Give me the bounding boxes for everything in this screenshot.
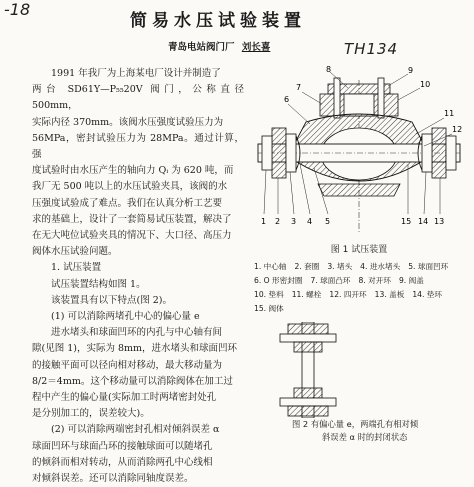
part-number-8: 8 xyxy=(326,65,332,74)
legend-item: 3. 堵头 xyxy=(327,262,353,271)
legend-item: 10. 垫料 xyxy=(254,290,284,299)
part-number-9: 9 xyxy=(408,66,414,75)
part-number-4: 4 xyxy=(307,217,313,226)
legend-item: 14. 垫环 xyxy=(412,290,443,299)
part-number-2: 2 xyxy=(275,217,281,226)
legend-item: 1. 中心轴 xyxy=(254,262,287,271)
legend-item: 7. 球面凸环 xyxy=(310,276,351,285)
part-number-5: 5 xyxy=(325,217,331,226)
body-line: 56MPa，密封试验压力为 28MPa。通过计算，强 xyxy=(32,132,244,161)
legend-row xyxy=(254,274,472,288)
legend-row xyxy=(254,302,472,316)
body-line: 的倾斜而相对转动，从而消除两孔中心线相 xyxy=(32,456,213,468)
body-line: 的接触平面可以径向相对移动，最大移动量为 xyxy=(32,359,223,371)
legend-row xyxy=(254,288,472,302)
part-number-14: 14 xyxy=(418,217,429,226)
author: 刘长喜 xyxy=(241,42,271,53)
body-line: 进水堵头和球面凹环的内孔与中心轴有间 xyxy=(51,327,223,339)
handwritten-code: TH134 xyxy=(344,40,399,58)
body-line: (1) 可以消除两堵孔中心的偏心量 e xyxy=(51,311,200,323)
body-line: 隙(见图 1)，实际为 8mm，进水堵头和球面凹环 xyxy=(32,343,238,355)
article-body xyxy=(32,66,244,487)
part-number-15: 15 xyxy=(401,217,412,226)
legend-item: 9. 阀盖 xyxy=(398,276,424,285)
affiliation: 青岛电站阀门厂 xyxy=(168,42,235,53)
part-number-3: 3 xyxy=(291,217,297,226)
section-heading: 1. 试压装置 xyxy=(51,262,102,274)
part-number-11: 11 xyxy=(444,109,455,118)
part-number-6: 6 xyxy=(284,95,290,104)
legend-item: 15. 阀体 xyxy=(254,304,284,313)
byline xyxy=(168,39,270,53)
part-number-1: 1 xyxy=(261,217,267,226)
legend-item: 11. 螺栓 xyxy=(291,290,322,299)
legend-item: 13. 盖板 xyxy=(374,290,405,299)
body-line: 求的基础上，设计了一套简易试压装置，解决了 xyxy=(32,213,232,225)
body-line: 我厂无 500 吨以上的水压试验夹具，该阀的水 xyxy=(32,181,228,193)
body-line: 8/2＝4mm。这个移动量可以消除阀体在加工过 xyxy=(32,375,233,387)
figure1-caption: 图 1 试压装置 xyxy=(330,245,388,255)
body-line: 度试验时由水压产生的轴向力 Qᵢ 为 620 吨，而 xyxy=(32,165,234,177)
part-number-12: 12 xyxy=(452,125,463,134)
figure1-drawing xyxy=(248,64,470,240)
body-line: 是分别加工的，误差较大)。 xyxy=(32,408,150,420)
figure1-legend xyxy=(254,260,472,316)
part-number-13: 13 xyxy=(434,217,445,226)
body-line: 实际内径 370mm。该阀水压强度试验压力为 xyxy=(32,116,224,128)
body-line: 该装置具有以下特点(图 2)。 xyxy=(51,294,172,306)
figure2-drawing xyxy=(258,322,358,418)
legend-item: 4. 进水堵头 xyxy=(360,262,401,271)
body-line: 1991 年我厂为上海某电厂设计并制造了 xyxy=(51,68,221,79)
legend-item: 5. 球面凹环 xyxy=(408,262,449,271)
body-line: 阀体水压试验问题。 xyxy=(32,246,118,258)
figure2-caption-line: 斜误差 α 时的封闭状态 xyxy=(322,432,408,442)
legend-row xyxy=(254,260,472,274)
legend-item: 8. 对开环 xyxy=(358,276,391,285)
body-line: 试压装置结构如图 1。 xyxy=(51,278,146,290)
body-line: 对倾斜误差。还可以消除同轴度误差。 xyxy=(32,473,194,485)
handwritten-page-number: -18 xyxy=(4,0,31,19)
article-title: 简易水压试验装置 xyxy=(130,11,306,31)
legend-item: 6. O 形密封圈 xyxy=(254,276,303,285)
body-line: 程中产生的偏心量(实际加工时两堵密封处孔 xyxy=(32,392,217,404)
part-number-7: 7 xyxy=(296,83,302,92)
body-line: 球面凹环与球面凸环的接触球面可以随堵孔 xyxy=(32,440,213,452)
body-line: 在无大吨位试验夹具的情况下、大口径、高压力 xyxy=(32,230,232,242)
part-number-10: 10 xyxy=(420,80,431,89)
body-line: 两台 SD61Y—P₅₅20V 阀门，公称直径 500mm， xyxy=(32,84,244,112)
body-line: (2) 可以消除两端密封孔相对倾斜误差 α xyxy=(51,424,220,436)
legend-item: 2. 套圈 xyxy=(294,262,320,271)
legend-item: 12. 四开环 xyxy=(329,290,367,299)
figure2-caption xyxy=(292,418,468,444)
body-line: 压强度试验成了难点。我们在认真分析工艺要 xyxy=(32,197,223,209)
figure2-caption-line: 图 2 有偏心量 e，两端孔有相对倾 xyxy=(292,419,419,429)
